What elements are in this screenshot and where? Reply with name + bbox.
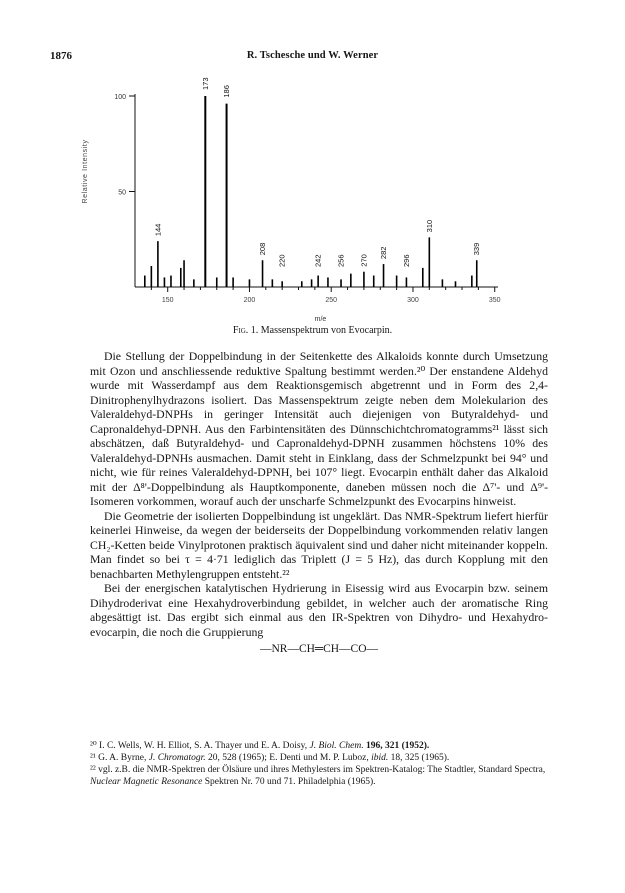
peak-label: 220 [277, 254, 287, 267]
footnote-authors: I. C. Wells, W. H. Elliot, S. A. Thayer und E. A. Doisy, [99, 741, 308, 751]
x-tick-label: 350 [488, 297, 501, 304]
footnotes [90, 740, 548, 788]
running-head: R. Tschesche und W. Werner [246, 50, 379, 61]
peak-label: 186 [222, 85, 232, 98]
peak-label: 242 [313, 254, 323, 267]
peak-label: 339 [472, 242, 482, 256]
y-axis-label: Relative Intensity [82, 139, 89, 204]
footnote-authors: G. A. Byrne, [98, 753, 147, 763]
x-tick-label: 250 [325, 297, 338, 304]
peak-label: 282 [379, 246, 389, 260]
paragraph-1: Die Stellung der Doppelbindung in der Seitenkette des Alkaloids konnte durch Umsetzung mit Ozon und anschliessende reduktive Spaltung bestimmt werden.²⁰ Der enstandene Aldehyd wurde mit Wasserdampf aus dem Reaktionsgemisch abgetrennt und in Form des 2,4-Dinitrophenylhydrazons isoliert. Das Massenspektrum zeigte neben dem Molekularion des Valeraldehyd-DNPHs in geringer Intensität auch diejenigen von Butyraldehyd- und Capronaldehyd-DPNH. Aus den Farbintensitäten des Dünnschichtchromatogramms²¹ lässt sich abschätzen, daß Butyraldehyd- und Capronaldehyd-DPNH zusammen höchstens 10% des Valeraldehyd-DPNHs ausmachen. Damit steht in Einklang, dass der Schmelzpunkt bei 94° und nicht, wie für reines Valeraldehyd-DPNH, bei 107° liegt. Evocarpin enthält daher das Alkaloid mit der Δ⁸'-Doppelbindung als Hauptkomponente, daneben müssen noch die Δ⁷'- und Δ⁹'-Isomeren vorkommen, worauf auch der unscharfe Schmelzpunkt des Evocarpins hinweist. [90, 349, 548, 508]
peak-label: 256 [336, 254, 346, 267]
peak-label: 270 [359, 254, 369, 267]
footnote-21 [90, 752, 548, 764]
footnote-journal: Nuclear Magnetic Resonance [90, 777, 203, 787]
chart-peak-labels [153, 77, 481, 267]
footnote-reference: 20, 528 (1965); E. Denti und M. P. Luboz, [208, 753, 369, 763]
footnote-mark: ²¹ [90, 753, 96, 763]
chart-axes [82, 94, 501, 323]
figure-caption [0, 325, 625, 336]
footnote-22 [90, 764, 548, 788]
x-tick-label: 200 [243, 297, 256, 304]
footnote-20 [90, 740, 548, 752]
paragraph-2: Die Geometrie der isolierten Doppelbindung ist ungeklärt. Das NMR-Spektrum liefert hierfür keinerlei Hinweise, da wegen der beiderseits der Doppelbindung vorkommenden relativ langen CH₂-Ketten beide Vinylprotonen praktisch äquivalent sind und daher nicht miteinander koppeln. Man findet so bei τ = 4·71 lediglich das Triplett (J = 5 Hz), das durch Kopplung mit den benachbarten Methylengruppen entsteht.²² [90, 508, 548, 581]
footnote-mark: ²⁰ [90, 741, 97, 751]
footnote-text: vgl. z.B. die NMR-Spektren der Ölsäure und ihres Methylesters im Spektren-Katalog: The Stadtler, Standard Spectra, [98, 765, 546, 775]
body-text [90, 349, 548, 661]
peak-label: 173 [200, 77, 210, 90]
peak-label: 296 [401, 254, 411, 267]
y-tick-label: 100 [114, 94, 126, 101]
mass-spectrum-chart [0, 65, 625, 323]
peak-label: 208 [258, 242, 268, 256]
x-tick-label: 150 [161, 297, 174, 304]
caption-label: Fig. 1. [232, 325, 259, 336]
footnote-journal: J. Biol. Chem. [309, 741, 364, 751]
peak-label: 310 [424, 219, 434, 233]
footnote-reference-2: 18, 325 (1965). [390, 753, 450, 763]
x-tick-label: 300 [407, 297, 419, 304]
footnote-mark: ²² [90, 765, 96, 775]
caption-text: Massenspektrum von Evocarpin. [260, 325, 393, 336]
x-axis-label: m/e [314, 316, 327, 323]
footnote-journal-ibid: ibid. [371, 753, 389, 763]
formula-group: —NR—CH═CH—CO— [259, 643, 379, 655]
paragraph-3: Bei der energischen katalytischen Hydrierung in Eisessig wird aus Evocarpin bzw. seinem Dihydroderivat eine Hexahydroverbindung gebildet, in welcher auch der aromatische Ring abgesättigt ist. Das ergibt sich einmal aus den IR-Spektren von Dihydro- und Hexahydro- evocarpin, die noch die Gruppierung [90, 581, 548, 639]
y-tick-label: 50 [118, 189, 126, 197]
footnote-reference: Spektren Nr. 70 und 71. Philadelphia (1965). [204, 777, 376, 787]
chart-peaks [145, 96, 477, 287]
page-number: 1876 [50, 50, 72, 62]
footnote-journal: J. Chromatogr. [148, 753, 206, 763]
peak-label: 144 [153, 223, 163, 237]
footnote-reference: 196, 321 (1952). [365, 741, 430, 751]
